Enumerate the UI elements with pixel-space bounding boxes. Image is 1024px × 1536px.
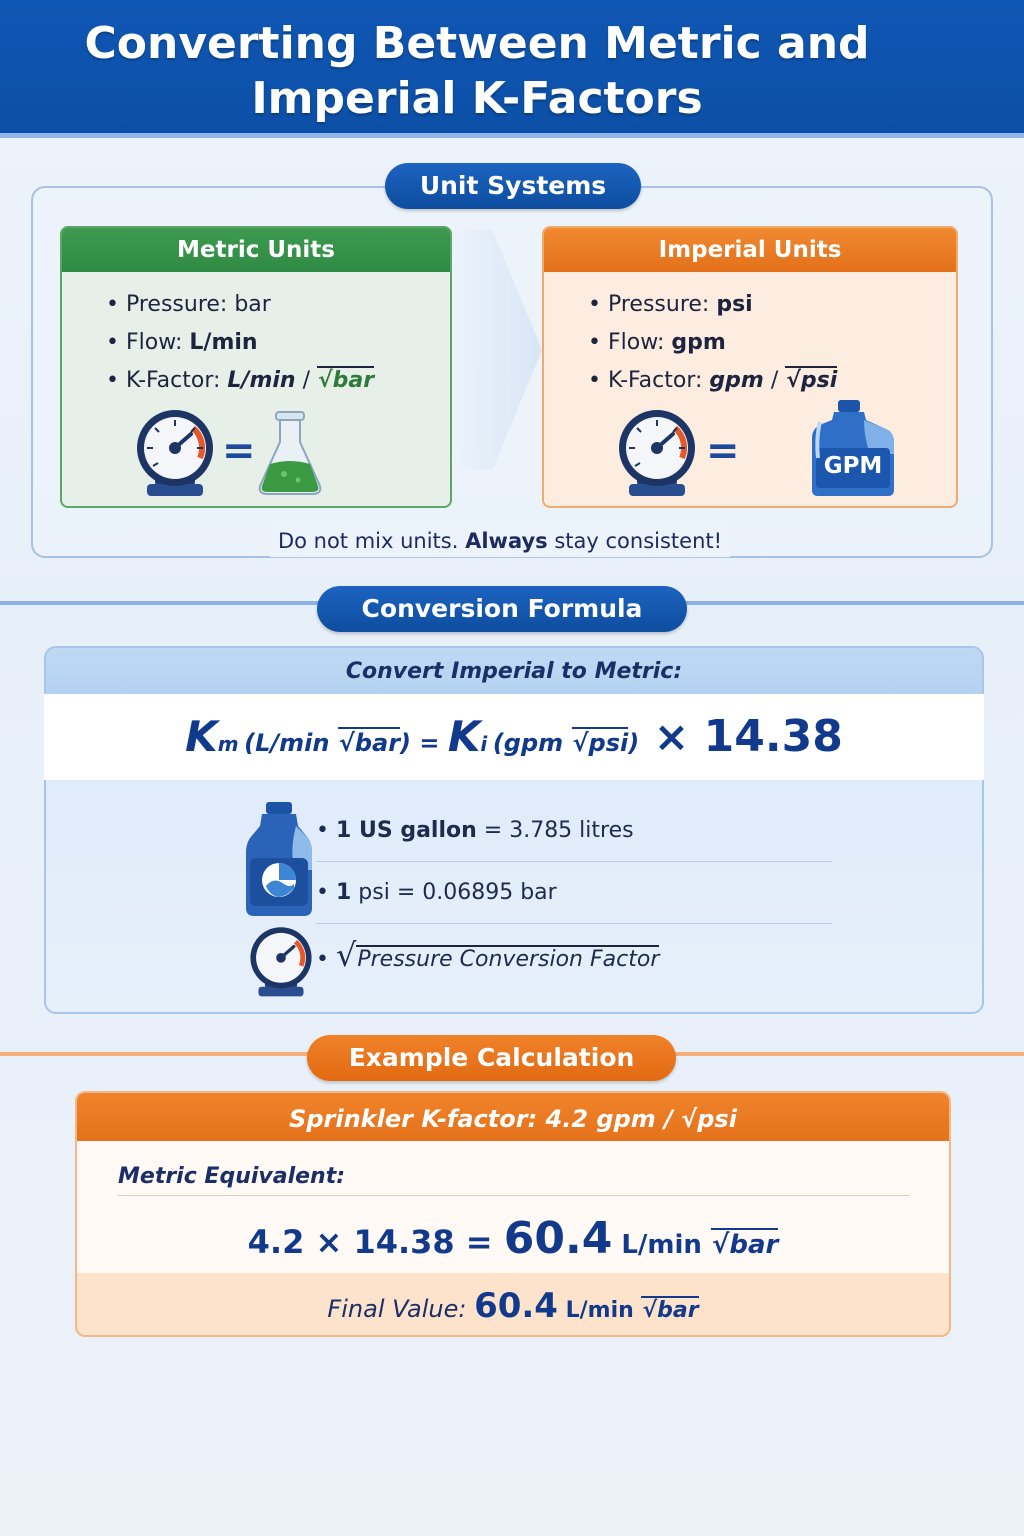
conversion-heading: Convert Imperial to Metric:	[46, 648, 982, 696]
metric-equivalent-label: Metric Equivalent:	[118, 1158, 910, 1196]
imperial-units-list	[544, 272, 956, 400]
metric-kfactor-item: • K-Factor: L/min / √bar	[106, 362, 450, 400]
title-line-1: Converting Between Metric and	[84, 18, 870, 69]
title-line-2: Imperial K-Factors	[251, 73, 703, 124]
unit-systems-pill: Unit Systems	[385, 163, 641, 209]
beaker-icon	[254, 410, 326, 496]
metric-flow-item: • Flow: L/min	[106, 324, 450, 362]
imperial-equals-sign: =	[706, 428, 740, 474]
metric-card-title: Metric Units	[62, 228, 450, 272]
imperial-pressure-item: • Pressure: psi	[588, 286, 956, 324]
final-value: Final Value: 60.4 L/min √bar	[327, 1286, 699, 1326]
consistency-note: Do not mix units. Always stay consistent!	[270, 524, 730, 558]
water-bottle-icon	[244, 800, 314, 918]
conversion-facts-list	[316, 800, 832, 986]
conversion-formula: Km (L/min √bar) = Ki (gpm √psi) × 14.38	[44, 694, 984, 780]
metric-pressure-item: • Pressure: bar	[106, 286, 450, 324]
psi-fact: • 1 psi = 0.06895 bar	[316, 862, 832, 924]
page-title	[0, 0, 1024, 126]
gallon-fact: • 1 US gallon = 3.785 litres	[316, 800, 832, 862]
imperial-kfactor-item: • K-Factor: gpm / √psi	[588, 362, 956, 400]
example-calculation-pill: Example Calculation	[307, 1035, 676, 1081]
pressure-gauge-icon	[133, 406, 217, 498]
example-heading: Sprinkler K-factor: 4.2 gpm / √psi	[77, 1093, 949, 1145]
gallon-jug-icon	[808, 398, 898, 498]
pressure-gauge-icon	[615, 406, 699, 498]
metric-units-list	[62, 272, 450, 400]
imperial-flow-item: • Flow: gpm	[588, 324, 956, 362]
pressure-gauge-icon	[246, 924, 316, 998]
conversion-formula-pill: Conversion Formula	[317, 586, 687, 632]
page-header	[0, 0, 1024, 138]
imperial-card-title: Imperial Units	[544, 228, 956, 272]
example-equation: 4.2 × 14.38 = 60.4 L/min √bar	[247, 1213, 779, 1264]
gpm-label: GPM	[823, 453, 883, 479]
metric-equals-sign: =	[222, 428, 256, 474]
pressure-factor-fact: • √Pressure Conversion Factor	[316, 936, 660, 974]
